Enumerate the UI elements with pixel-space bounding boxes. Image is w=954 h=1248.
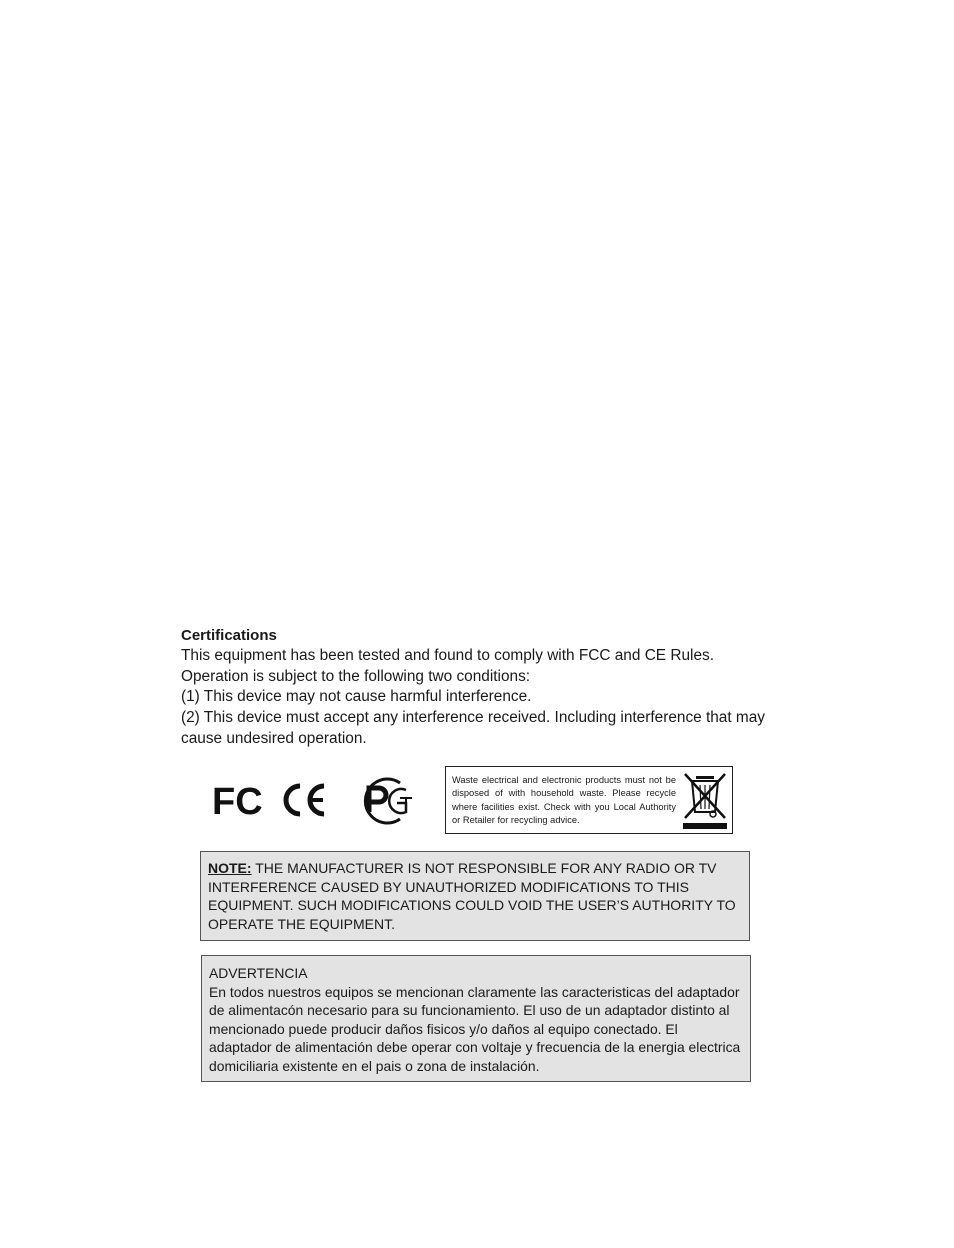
ce-mark-icon bbox=[280, 780, 328, 820]
note-text: THE MANUFACTURER IS NOT RESPONSIBLE FOR ANY RADIO OR TV INTERFERENCE CAUSED BY UNAUTHORIZED MODIFICATIONS TO THIS EQUIPMENT. SUCH MODIFICATIONS COULD VOID THE USER’S AUTHORITY TO OPERATE THE EQUIPMENT. bbox=[208, 860, 736, 932]
advertencia-text: En todos nuestros equipos se mencionan claramente las caracteristicas del adaptador de alimentacón necesario para su funcionamiento. El uso de un adaptador distinto al mencionado puede producir daños fisicos y/o daños al equipo conectado. El adaptador de alimentación debe operar con voltaje y frecuencia de la energia electrica domiciliaria existente en el pais o zona de instalación. bbox=[209, 983, 741, 1074]
certifications-line-1: This equipment has been tested and found to comply with FCC and CE Rules. bbox=[181, 647, 714, 664]
weee-notice-box bbox=[445, 766, 733, 834]
certifications-heading: Certifications bbox=[181, 627, 277, 644]
certifications-line-2: Operation is subject to the following two conditions: bbox=[181, 667, 531, 685]
certification-logos bbox=[210, 774, 425, 824]
note-box bbox=[200, 851, 750, 941]
certifications-line-4: (2) This device must accept any interference received. Including interference that may cause undesired operation. bbox=[181, 709, 765, 747]
crossed-out-wheelie-bin-icon bbox=[682, 772, 728, 832]
weee-notice-text: Waste electrical and electronic products must not be disposed of with household waste. Please recycle where facilities exist. Check with you Local Authority or Retailer for recycling advice. bbox=[452, 775, 676, 825]
note-label: NOTE: bbox=[208, 860, 252, 876]
certifications-section bbox=[181, 625, 781, 750]
pct-logo-icon bbox=[352, 776, 416, 826]
fcc-logo-text: FC bbox=[212, 781, 263, 820]
advertencia-box bbox=[201, 955, 751, 1082]
certifications-line-3: (1) This device may not cause harmful interference. bbox=[181, 688, 532, 706]
fcc-logo-icon bbox=[212, 780, 268, 820]
advertencia-title: ADVERTENCIA bbox=[209, 965, 308, 981]
